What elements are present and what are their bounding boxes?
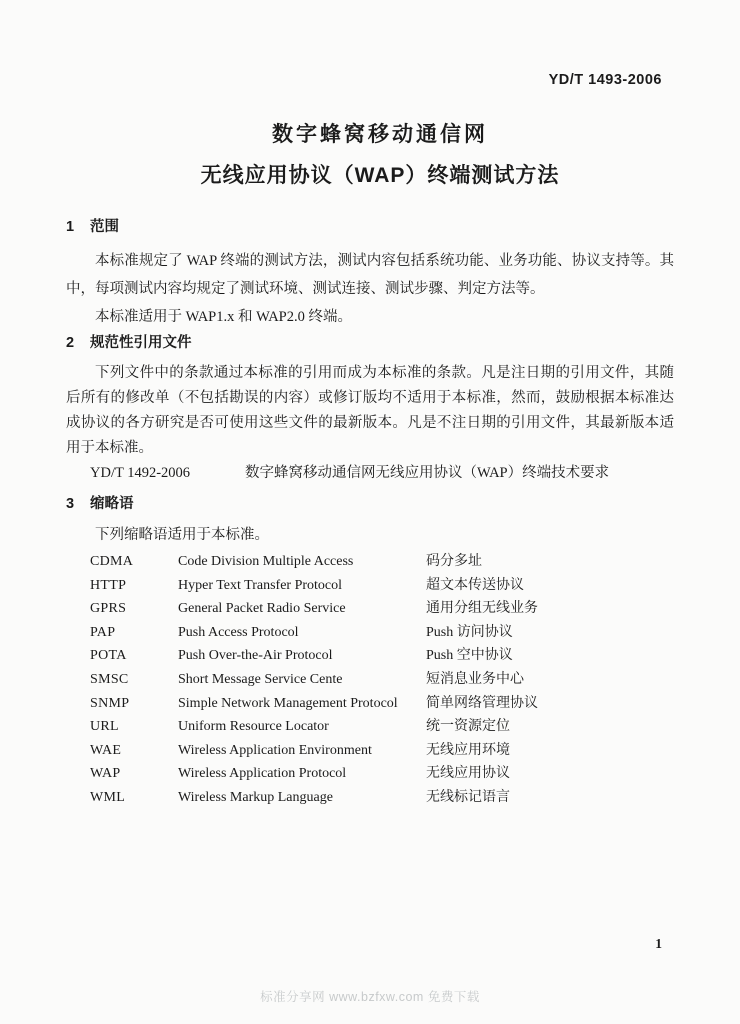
abbreviation-code: SMSC (90, 671, 129, 687)
abbreviation-row (90, 668, 674, 692)
reference-title: 数字蜂窝移动通信网无线应用协议（WAP）终端技术要求 (245, 465, 610, 481)
abbreviation-code: PAP (90, 624, 116, 640)
abbreviation-english: Short Message Service Cente (178, 671, 343, 687)
abbreviation-code: CDMA (90, 554, 134, 569)
abbreviation-code: WML (90, 789, 126, 805)
abbreviation-chinese: 通用分组无线业务 (426, 601, 538, 617)
abbreviation-english: Uniform Resource Locator (178, 719, 329, 735)
title-line-1: 数字蜂窝移动通信网 (272, 123, 488, 146)
abbreviation-code: POTA (90, 648, 127, 664)
abbreviation-row (90, 550, 674, 574)
abbreviation-english: Push Over-the-Air Protocol (178, 648, 333, 664)
abbreviation-chinese: 统一资源定位 (426, 719, 510, 735)
abbreviation-row (90, 597, 674, 621)
abbreviation-list (90, 550, 674, 810)
footer-watermark: 标准分享网 www.bzfxw.com 免费下载 (260, 990, 480, 1004)
section-1-heading (66, 218, 674, 236)
abbreviation-row (90, 644, 674, 668)
section-2-paragraph-1: 下列文件中的条款通过本标准的引用而成为本标准的条款。凡是注日期的引用文件，其随后所有的修改单（不包括勘误的内容）或修订版均不适用于本标准，然而，鼓励根据本标准达成协议的各方研究是否可使用这些文件的最新版本。凡是不注日期的引用文件，其最新版本适用于本标准。 (66, 365, 674, 456)
abbreviation-english: Wireless Application Protocol (178, 766, 347, 782)
abbreviation-english: Simple Network Management Protocol (178, 695, 398, 711)
abbreviation-chinese: 超文本传送协议 (426, 577, 524, 593)
document-title (20, 121, 740, 190)
abbreviation-code: WAP (90, 766, 121, 782)
page-number: 1 (655, 936, 662, 951)
section-1-number: 1 (66, 219, 75, 235)
abbreviation-chinese: 无线标记语言 (426, 789, 510, 805)
abbreviation-english: Wireless Application Environment (178, 742, 372, 758)
abbreviation-row (90, 574, 674, 598)
abbreviation-chinese: 无线应用环境 (426, 742, 510, 758)
section-3-title: 缩略语 (90, 496, 134, 512)
section-1-title: 范围 (90, 219, 119, 235)
abbreviation-row (90, 621, 674, 645)
normative-reference (90, 461, 674, 486)
abbreviation-english: Wireless Markup Language (178, 789, 333, 805)
abbreviation-chinese: 简单网络管理协议 (426, 695, 538, 711)
abbreviation-chinese: 码分多址 (426, 554, 482, 569)
abbreviations-intro: 下列缩略语适用于本标准。 (95, 527, 269, 543)
doc-number: YD/T 1493-2006 (548, 72, 662, 88)
document-body (66, 218, 674, 810)
title-line-2: 无线应用协议（WAP）终端测试方法 (200, 164, 560, 187)
abbreviation-english: Code Division Multiple Access (178, 554, 354, 569)
section-1-paragraph-1: 本标准规定了 WAP 终端的测试方法，测试内容包括系统功能、业务功能、协议支持等。其中，每项测试内容均规定了测试环境、测试连接、测试步骤、判定方法等。 (66, 253, 674, 297)
section-1-paragraph-2: 本标准适用于 WAP1.x 和 WAP2.0 终端。 (95, 309, 352, 325)
abbreviation-code: SNMP (90, 695, 130, 711)
abbreviation-row (90, 739, 674, 763)
abbreviation-english: Hyper Text Transfer Protocol (178, 577, 343, 593)
abbreviation-row (90, 786, 674, 810)
abbreviation-code: URL (90, 719, 119, 735)
abbreviation-row (90, 762, 674, 786)
abbreviation-row (90, 692, 674, 716)
abbreviation-chinese: 短消息业务中心 (426, 671, 524, 687)
reference-code: YD/T 1492-2006 (90, 465, 191, 481)
abbreviation-row (90, 715, 674, 739)
section-3-number: 3 (66, 496, 75, 512)
section-2-number: 2 (66, 335, 75, 351)
abbreviation-chinese: Push 访问协议 (426, 624, 513, 640)
abbreviation-chinese: Push 空中协议 (426, 648, 513, 664)
section-2-title: 规范性引用文件 (90, 335, 192, 351)
abbreviation-code: GPRS (90, 601, 127, 617)
section-2-heading (66, 334, 674, 352)
abbreviation-code: HTTP (90, 577, 127, 593)
abbreviation-english: General Packet Radio Service (178, 601, 346, 617)
abbreviation-chinese: 无线应用协议 (426, 766, 510, 782)
section-3-heading (66, 495, 674, 513)
abbreviation-code: WAE (90, 742, 122, 758)
abbreviation-english: Push Access Protocol (178, 624, 299, 640)
